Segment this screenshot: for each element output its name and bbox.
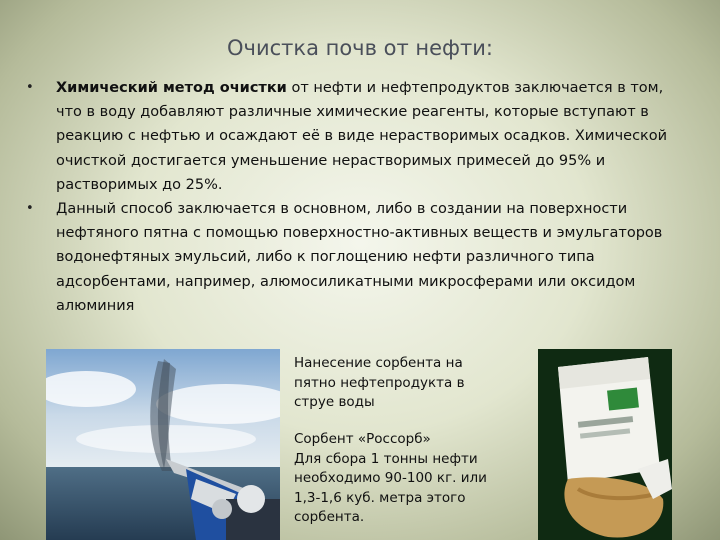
sorbent-caption-line: Для сбора 1 тонны нефти — [294, 450, 478, 467]
water-spray-photo — [46, 349, 280, 540]
bullet-icon: • — [26, 201, 34, 217]
bullet-item-method — [22, 197, 672, 318]
slide-title: Очистка почв от нефти: — [227, 36, 493, 60]
bullet-bold-term: Химический метод очистки — [56, 80, 287, 96]
bullet-text: от нефти и нефтепродуктов заключается в том, что в воду добавляют различные химические реагенты, которые вступают в реакцию с нефтью и осаждают её в виде нерастворимых осадков. Химической очисткой достигается уменьшение нерастворимых примесей до 95% и растворимых до 25%. — [56, 80, 668, 193]
bullet-text: Данный способ заключается в основном, либо в создании на поверхности нефтяного пятна с помощью поверхностно-активных веществ и эмульгаторов водонефтяных эмульсий, либо к поглощению нефти различного типа адсорбентами, например, алюмосиликатными микросферами или оксидом алюминия — [56, 201, 663, 314]
sorbent-caption-line: необходимо 90-100 кг. или — [294, 470, 487, 486]
sorbent-caption — [294, 430, 524, 528]
bullet-icon: • — [26, 80, 34, 95]
spray-caption: Нанесение сорбента на пятно нефтепродукта в струе воды — [294, 355, 465, 410]
bullet-item-chemical — [22, 76, 672, 197]
sorbent-caption-line: Сорбент «Россорб» — [294, 431, 431, 447]
sorbent-caption-line: 1,3-1,6 куб. метра этого — [294, 489, 466, 506]
bullet-list — [22, 76, 672, 318]
sorbent-bag-photo — [538, 349, 672, 540]
sorbent-caption-line: сорбента. — [294, 509, 365, 525]
